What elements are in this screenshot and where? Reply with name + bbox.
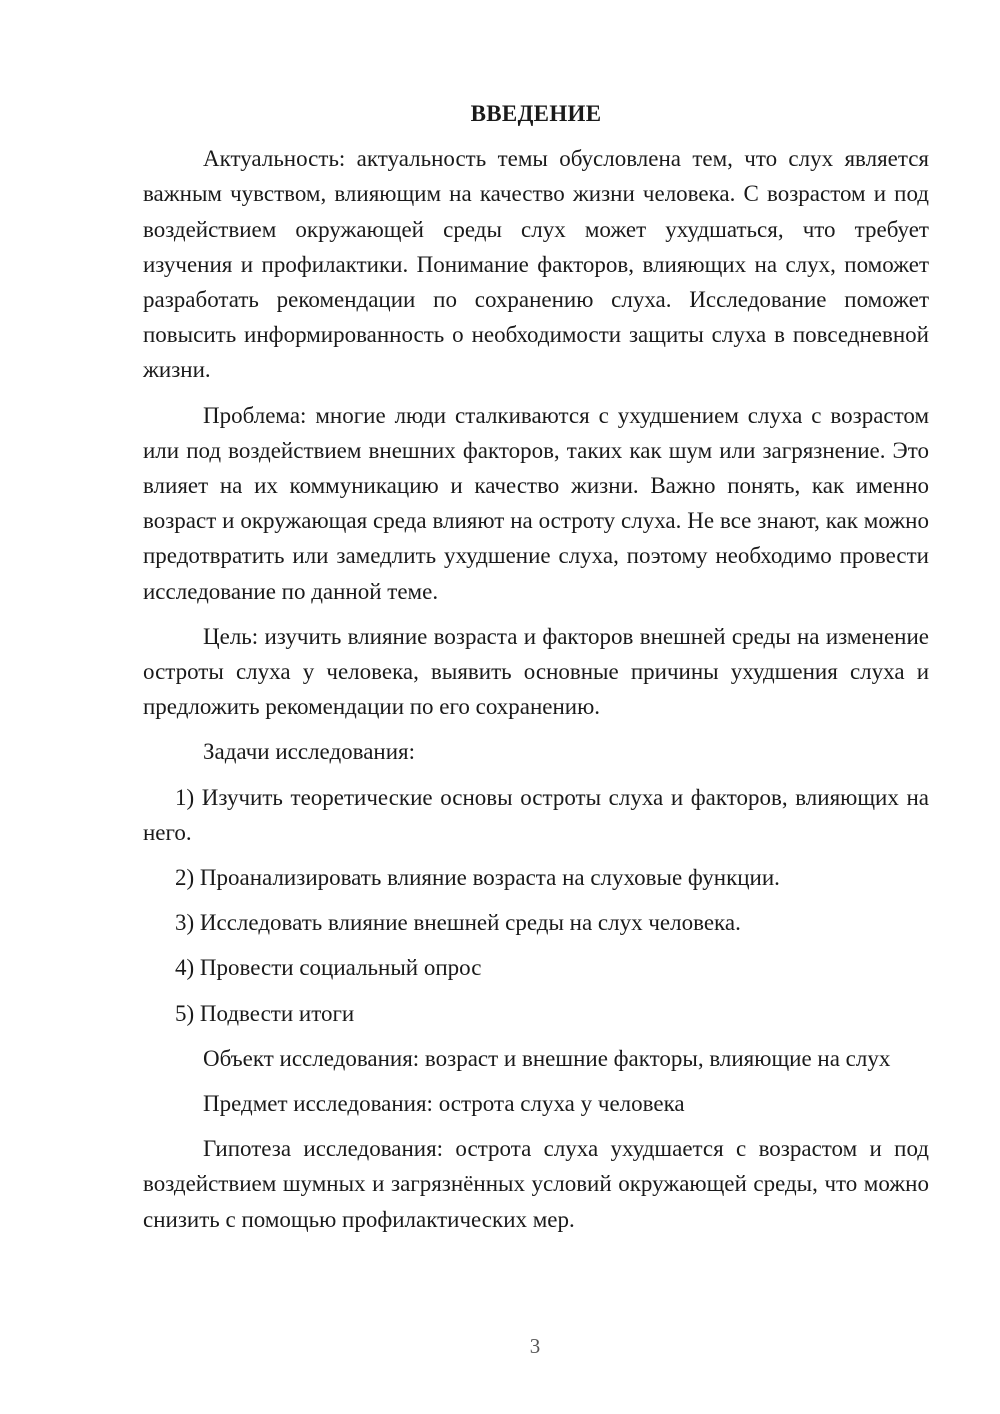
- task-item-4: 4) Провести социальный опрос: [175, 955, 482, 981]
- page-number: 3: [529, 1334, 541, 1358]
- paragraph-goal: Цель: изучить влияние возраста и факторов внешней среды на изменение остроты слуха у человека, выявить основные причины ухудшения слуха и предложить рекомендации по его сохранению.: [143, 623, 929, 720]
- section-heading: ВВЕДЕНИЕ: [470, 101, 602, 126]
- task-item-3: 3) Исследовать влияние внешней среды на слух человека.: [175, 910, 741, 936]
- paragraph-problem: Проблема: многие люди сталкиваются с ухудшением слуха с возрастом или под воздействием внешних факторов, таких как шум или загрязнение. Это влияет на их коммуникацию и качество жизни. Важно понять, как именно возраст и окружающая среда влияют на остроту слуха. Не все знают, как можно предотвратить или замедлить ухудшение слуха, поэтому необходимо провести исследование по данной теме.: [143, 402, 929, 604]
- task-item-5: 5) Подвести итоги: [175, 1000, 355, 1026]
- paragraph-object: Объект исследования: возраст и внешние факторы, влияющие на слух: [203, 1045, 891, 1071]
- page-content: [143, 96, 929, 1247]
- paragraph-relevance: Актуальность: актуальность темы обусловлена тем, что слух является важным чувством, влияющим на качество жизни человека. С возрастом и под воздействием окружающей среды слух может ухудшаться, что требует изучения и профилактики. Понимание факторов, влияющих на слух, поможет разработать рекомендации по сохранению слуха. Исследование поможет повысить информированность о необходимости защиты слуха в повседневной жизни.: [143, 146, 929, 383]
- paragraph-tasks-heading: Задачи исследования:: [203, 739, 416, 765]
- paragraph-hypothesis: Гипотеза исследования: острота слуха ухудшается с возрастом и под воздействием шумных и загрязнённых условий окружающей среды, что можно снизить с помощью профилактических мер.: [143, 1136, 929, 1232]
- task-item-1: 1) Изучить теоретические основы остроты слуха и факторов, влияющих на него.: [143, 784, 929, 845]
- paragraph-subject: Предмет исследования: острота слуха у человека: [203, 1091, 685, 1117]
- task-item-2: 2) Проанализировать влияние возраста на слуховые функции.: [175, 865, 780, 891]
